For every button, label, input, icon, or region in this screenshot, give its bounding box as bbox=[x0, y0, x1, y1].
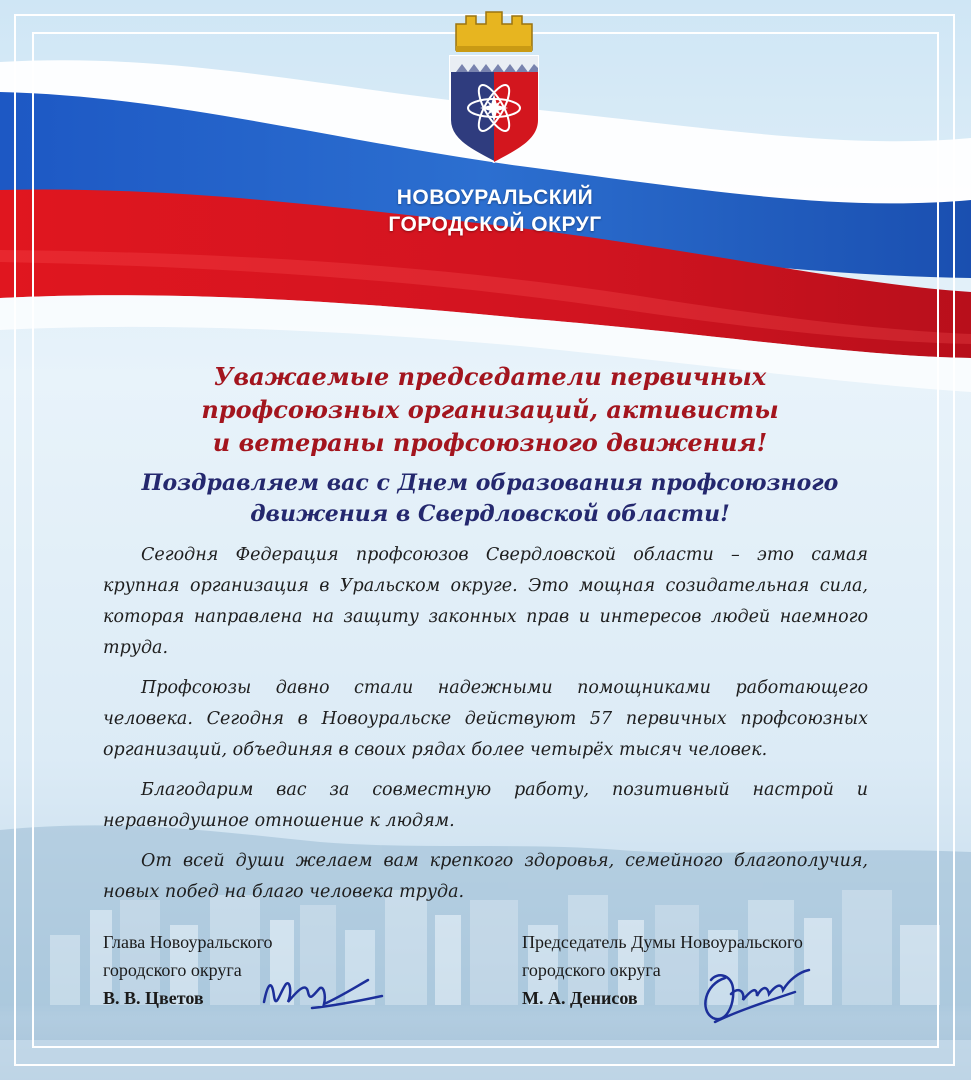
autograph-right-icon bbox=[695, 958, 815, 1033]
letter-body bbox=[103, 540, 868, 917]
greeting-heading bbox=[150, 360, 830, 459]
city-name-line1: НОВОУРАЛЬСКИЙ bbox=[396, 186, 594, 209]
city-name bbox=[340, 184, 650, 238]
heading-line1: Уважаемые председатели первичных bbox=[213, 362, 767, 391]
paragraph-4: От всей души желаем вам крепкого здоровья, семейного благополучия, новых побед на благо человека труда. bbox=[103, 851, 868, 902]
signer-title-line2: городского округа bbox=[103, 960, 242, 980]
autograph-left-icon bbox=[258, 962, 388, 1022]
heading-line2: профсоюзных организаций, активисты bbox=[201, 395, 779, 424]
subheading-line1: Поздравляем вас с Днем образования профсоюзного bbox=[141, 470, 839, 496]
paragraph-1: Сегодня Федерация профсоюзов Свердловской области – это самая крупная организация в Уральском округе. Это мощная созидательная сила, которая направлена на защиту законных прав и интересов людей наемного труда. bbox=[103, 545, 868, 658]
greeting-subheading bbox=[130, 468, 850, 530]
signer-title-line1: Председатель Думы Новоуральского bbox=[522, 932, 803, 952]
city-name-line2: ГОРОДСКОЙ ОКРУГ bbox=[388, 213, 602, 236]
paragraph-3: Благодарим вас за совместную работу, позитивный настрой и неравнодушное отношение к людям. bbox=[103, 780, 868, 831]
signer-name: М. А. Денисов bbox=[522, 988, 638, 1008]
signer-title-line1: Глава Новоуральского bbox=[103, 932, 273, 952]
coat-of-arms-icon bbox=[446, 10, 542, 164]
signer-name: В. В. Цветов bbox=[103, 988, 204, 1008]
signer-title-line2: городского округа bbox=[522, 960, 661, 980]
heading-line3: и ветераны профсоюзного движения! bbox=[212, 428, 768, 457]
paragraph-2: Профсоюзы давно стали надежными помощниками работающего человека. Сегодня в Новоуральске действуют 57 первичных профсоюзных организаций, объединяя в своих рядах более четырёх тысяч человек. bbox=[103, 678, 868, 760]
subheading-line2: движения в Свердловской области! bbox=[250, 501, 730, 527]
